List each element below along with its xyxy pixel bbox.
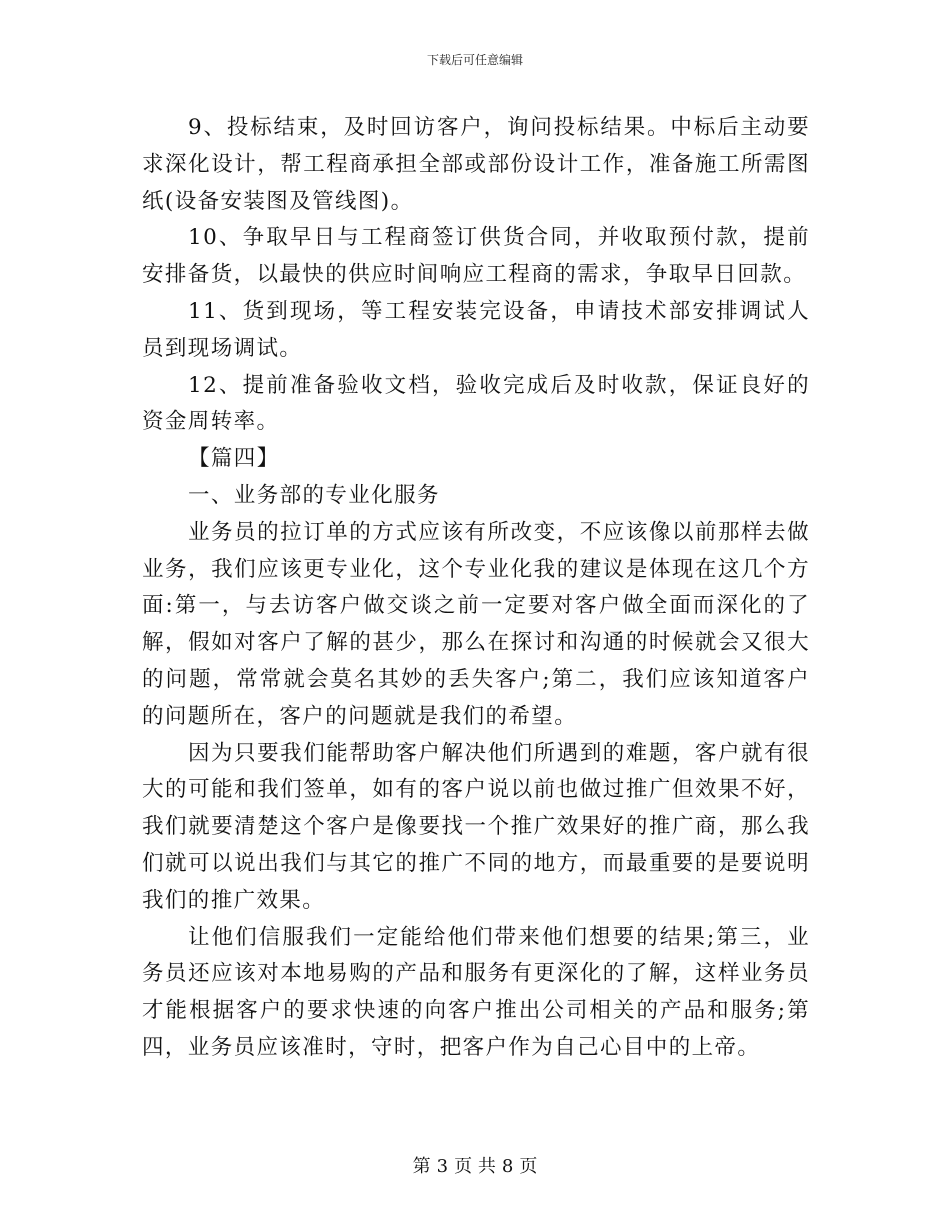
footer-current-page: 3 — [436, 1156, 449, 1177]
paragraph-item-11: 11、货到现场，等工程安装完设备，申请技术部安排调试人员到现场调试。 — [142, 298, 810, 361]
paragraph-item-10: 10、争取早日与工程商签订供货合同，并收取预付款，提前安排备货，以最快的供应时间响应工程商的需求，争取早日回款。 — [142, 225, 810, 288]
section-heading: 【篇四】 — [188, 446, 280, 472]
document-body — [142, 110, 810, 1067]
paragraph-item-9: 9、投标结束，及时回访客户，询问投标结果。中标后主动要求深化设计，帮工程商承担全部或部份设计工作，准备施工所需图纸(设备安装图及管线图)。 — [142, 115, 810, 214]
footer-total-pages: 8 — [501, 1156, 514, 1177]
page-footer — [0, 1156, 950, 1178]
body-paragraph-2: 因为只要我们能帮助客户解决他们所遇到的难题，客户就有很大的可能和我们签单，如有的客户说以前也做过推广但效果不好，我们就要清楚这个客户是像要找一个推广效果好的推广商，那么我们就可以说出我们与其它的推广不同的地方，而最重要的是要说明我们的推广效果。 — [142, 740, 810, 913]
footer-middle: 页 共 — [454, 1156, 496, 1177]
paragraph-item-12: 12、提前准备验收文档，验收完成后及时收款，保证良好的资金周转率。 — [142, 372, 810, 435]
footer-suffix: 页 — [519, 1156, 538, 1177]
subsection-heading: 一、业务部的专业化服务 — [188, 482, 440, 508]
body-paragraph-3: 让他们信服我们一定能给他们带来他们想要的结果;第三，业务员还应该对本地易购的产品和服务有更深化的了解，这样业务员才能根据客户的要求快速的向客户推出公司相关的产品和服务;第四，业务员应该准时，守时，把客户作为自己心目中的上帝。 — [142, 924, 810, 1060]
page-header: 下载后可任意编辑 — [426, 53, 523, 67]
footer-prefix: 第 — [412, 1156, 431, 1177]
body-paragraph-1: 业务员的拉订单的方式应该有所改变，不应该像以前那样去做业务，我们应该更专业化，这个专业化我的建议是体现在这几个方面:第一，与去访客户做交谈之前一定要对客户做全面而深化的了解，假如对客户了解的甚少，那么在探讨和沟通的时候就会又很大的问题，常常就会莫名其妙的丢失客户;第二，我们应该知道客户的问题所在，客户的问题就是我们的希望。 — [142, 519, 810, 729]
